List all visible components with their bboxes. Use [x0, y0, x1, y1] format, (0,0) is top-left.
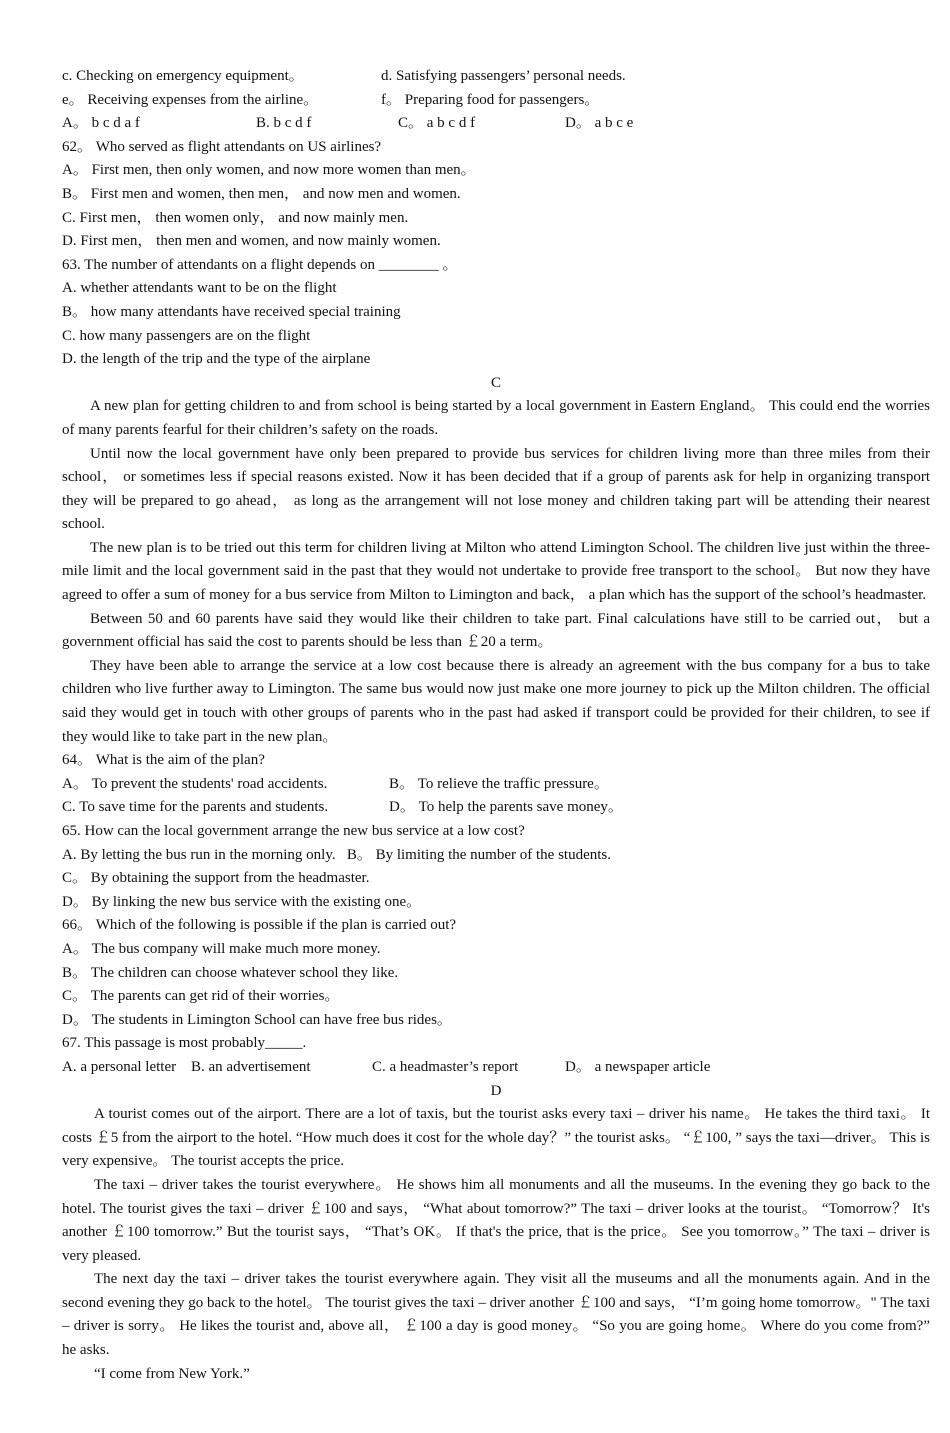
q65-option-c: C。 By obtaining the support from the headmaster. — [62, 870, 370, 887]
q66-option-c: C。 The parents can get rid of their worries。 — [62, 988, 340, 1005]
section-c-paragraph-2: Until now the local government have only been prepared to provide bus services for children living more than three miles from their school， or sometimes less if special reasons existed. Now it has been decided that if a group of parents ask for help in organizing transport they will be prepared to go ahead， as long as the arrangement will not lose money and children taking part will be attending their nearest school. — [62, 445, 930, 533]
q61-option-d: D。 a b c e — [565, 115, 634, 132]
q63-option-b: B。 how many attendants have received special training — [62, 303, 401, 320]
q64-options-ab — [62, 773, 930, 797]
q62-option-c: C. First men， then women only， and now mainly men. — [62, 209, 409, 226]
list-item-row-ef — [62, 89, 930, 113]
section-d-paragraph-1: A tourist comes out of the airport. There are a lot of taxis, but the tourist asks every taxi – driver his name。 He takes the third taxi。 It costs ￡5 from the airport to the hotel. “How much does it cost for the whole day？” the tourist asks。 “￡100, ” says the taxi—driver。 This is very expensive。 The tourist accepts the price. — [62, 1106, 930, 1170]
q66-stem: 66。 Which of the following is possible if the plan is carried out? — [62, 917, 457, 934]
q66-option-b: B。 The children can choose whatever school they like. — [62, 964, 399, 981]
q64-option-d: D。 To help the parents save money。 — [389, 799, 623, 816]
q67-stem: 67. This passage is most probably_____. — [62, 1035, 307, 1052]
q65-options-ab: A. By letting the bus run in the morning only. B。 By limiting the number of the students. — [62, 846, 611, 863]
q66-option-a: A。 The bus company will make much more money. — [62, 940, 381, 957]
q61-option-a: A。 b c d a f — [62, 115, 140, 132]
q64-option-a: A。 To prevent the students' road accidents. — [62, 775, 328, 792]
q64-options-cd — [62, 796, 930, 820]
q62-option-d: D. First men， then men and women, and now mainly women. — [62, 233, 441, 250]
list-item-row-cd — [62, 65, 930, 89]
q67-option-b: B. an advertisement — [191, 1058, 311, 1075]
section-c-paragraph-4: Between 50 and 60 parents have said they would like their children to take part. Final calculations have still to be carried out， but a government official has said the cost to parents should be less than ￡20 a term。 — [62, 610, 930, 651]
q62-stem: 62。 Who served as flight attendants on US airlines? — [62, 138, 382, 155]
q67-options — [62, 1056, 930, 1080]
q63-option-d: D. the length of the trip and the type of the airplane — [62, 351, 371, 368]
q62-option-b: B。 First men and women, then men， and now men and women. — [62, 185, 461, 202]
list-item-e: e。 Receiving expenses from the airline。 — [62, 91, 319, 108]
q61-option-b: B. b c d f — [256, 115, 312, 132]
q64-option-c: C. To save time for the parents and students. — [62, 799, 329, 816]
q67-option-c: C. a headmaster’s report — [372, 1058, 519, 1075]
q65-option-d: D。 By linking the new bus service with the existing one。 — [62, 893, 422, 910]
q67-option-a: A. a personal letter — [62, 1058, 177, 1075]
list-item-c: c. Checking on emergency equipment。 — [62, 68, 304, 84]
section-c-heading: C — [490, 374, 501, 391]
section-d-heading: D — [490, 1082, 502, 1099]
q64-stem: 64。 What is the aim of the plan? — [62, 752, 265, 769]
list-item-d: d. Satisfying passengers’ personal needs. — [381, 68, 626, 84]
section-c-paragraph-3: The new plan is to be tried out this term for children living at Milton who attend Limington School. The children live just within the three-mile limit and the local government said in the past that they would not undertake to provide free transport to the school。 But now they have agreed to offer a sum of money for a bus service from Milton to Limington and back， a plan which has the support of the school’s headmaster. — [62, 539, 930, 604]
q63-option-c: C. how many passengers are on the flight — [62, 327, 311, 344]
section-c-paragraph-1: A new plan for getting children to and from school is being started by a local government in Eastern England。 This could end the worries of many parents fearful for their children’s safety on the roads. — [62, 398, 930, 438]
q61-options — [62, 112, 930, 136]
section-d-paragraph-3: The next day the taxi – driver takes the tourist everywhere again. They visit all the museums and all the monuments again. And in the second evening they go back to the hotel。 The tourist gives the taxi – driver another ￡100 and says， “I’m going home tomorrow。" The taxi – driver is sorry。 He likes the tourist and, above all， ￡100 a day is good money。 “So you are going home。 Where do you come from?” he asks. — [62, 1271, 930, 1359]
q62-option-a: A。 First men, then only women, and now more women than men。 — [62, 162, 476, 179]
q61-option-c: C。 a b c d f — [398, 115, 476, 132]
exam-page — [62, 65, 930, 1386]
section-d-paragraph-2: The taxi – driver takes the tourist everywhere。 He shows him all monuments and all the museums. In the evening they go back to the hotel. The tourist gives the taxi – driver ￡100 and says， “What about tomorrow?” The taxi – driver looks at the tourist。 “Tomorrow？ It's another ￡100 tomorrow.” But the tourist says， “That’s OK。 If that's the price, that is the price。 See you tomorrow。” The taxi – driver is very pleased. — [62, 1176, 930, 1264]
q63-stem: 63. The number of attendants on a flight depends on ________ 。 — [62, 256, 458, 273]
section-d-paragraph-4: “I come from New York.” — [94, 1365, 250, 1382]
q64-option-b: B。 To relieve the traffic pressure。 — [389, 775, 609, 792]
list-item-f: f。 Preparing food for passengers。 — [381, 91, 600, 108]
q63-option-a: A. whether attendants want to be on the flight — [62, 280, 337, 297]
q65-stem: 65. How can the local government arrange the new bus service at a low cost? — [62, 823, 525, 839]
q67-option-d: D。 a newspaper article — [565, 1058, 711, 1075]
q66-option-d: D。 The students in Limington School can have free bus rides。 — [62, 1011, 452, 1028]
section-c-paragraph-5: They have been able to arrange the service at a low cost because there is already an agreement with the bus company for a bus to take children who live further away to Limington. The same bus would now just make one more journey to pick up the Milton children. The official said they would get in touch with other groups of parents who in the past had asked if transport could be provided for their children, to see if they would like to take part in the new plan。 — [62, 657, 930, 745]
